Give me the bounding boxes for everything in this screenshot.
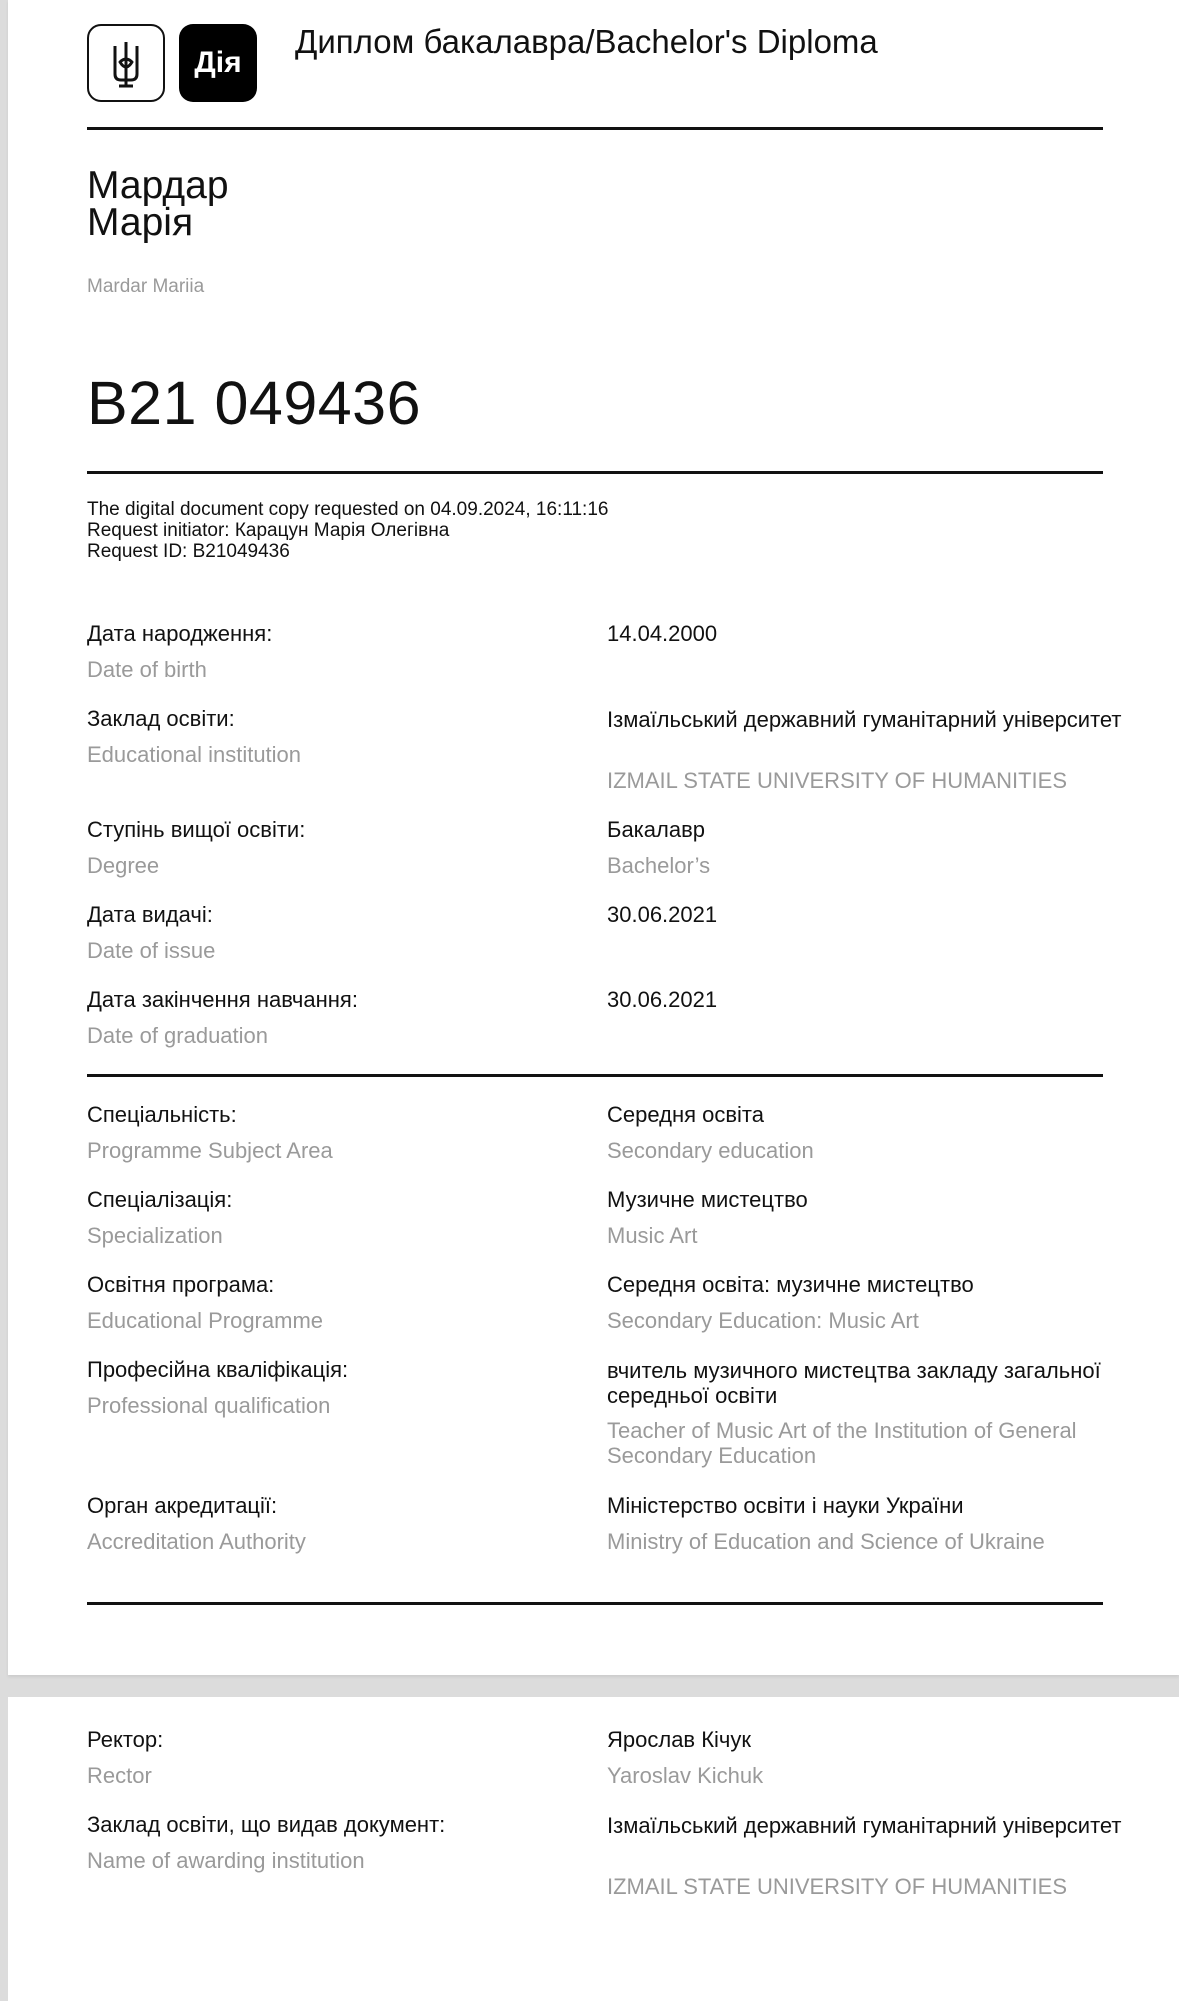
awarding-institution-label-en: Name of awarding institution xyxy=(87,1848,365,1873)
graduation-date-label-en: Date of graduation xyxy=(87,1023,269,1048)
diia-app-logo: Дія xyxy=(179,24,257,102)
issue-date-value: 30.06.2021 xyxy=(607,902,718,927)
rector-value: Ярослав Кічук xyxy=(607,1727,752,1752)
specialization-value-en: Music Art xyxy=(607,1223,698,1248)
specialization-value: Музичне мистецтво xyxy=(607,1187,808,1212)
birth-label-en: Date of birth xyxy=(87,657,207,682)
document-title: Диплом бакалавра/Bachelor's Diploma xyxy=(295,23,878,60)
degree-label-en: Degree xyxy=(87,853,160,878)
issue-date-label: Дата видачі: xyxy=(87,902,213,927)
divider xyxy=(87,1074,1103,1077)
graduation-date-value: 30.06.2021 xyxy=(607,987,718,1012)
programme-value: Середня освіта: музичне мистецтво xyxy=(607,1272,974,1297)
subject-area-label-en: Programme Subject Area xyxy=(87,1138,333,1163)
degree-value-en: Bachelor’s xyxy=(607,853,711,878)
institution-label-en: Educational institution xyxy=(87,742,302,767)
awarding-institution-value: Ізмаїльський державний гуманітарний університет xyxy=(607,1813,1122,1838)
holder-surname: Мардар xyxy=(87,164,229,207)
subject-area-label: Спеціальність: xyxy=(87,1102,237,1127)
programme-label-en: Educational Programme xyxy=(87,1308,324,1333)
degree-value: Бакалавр xyxy=(607,817,706,842)
document-number: B21 049436 xyxy=(87,369,422,437)
specialization-label-en: Specialization xyxy=(87,1223,223,1248)
rector-label-en: Rector xyxy=(87,1763,152,1788)
programme-label: Освітня програма: xyxy=(87,1272,275,1297)
institution-value-en: IZMAIL STATE UNIVERSITY OF HUMANITIES xyxy=(607,768,1068,793)
request-initiator-line: Request initiator: Карацун Марія Олегівна xyxy=(87,520,450,541)
divider xyxy=(87,471,1103,474)
holder-given-name: Марія xyxy=(87,201,194,244)
specialization-label: Спеціалізація: xyxy=(87,1187,233,1212)
awarding-institution-label: Заклад освіти, що видав документ: xyxy=(87,1812,446,1837)
trident-emblem-icon xyxy=(87,24,165,102)
accreditation-label-en: Accreditation Authority xyxy=(87,1529,306,1554)
degree-label: Ступінь вищої освіти: xyxy=(87,817,306,842)
qualification-label-en: Professional qualification xyxy=(87,1393,331,1418)
divider xyxy=(87,1602,1103,1605)
rector-label: Ректор: xyxy=(87,1727,164,1752)
request-date-line: The digital document copy requested on 04.09.2024, 16:11:16 xyxy=(87,499,609,520)
accreditation-value: Міністерство освіти і науки України xyxy=(607,1493,964,1518)
graduation-date-label: Дата закінчення навчання: xyxy=(87,987,358,1012)
qualification-value-en: Teacher of Music Art of the Institution of General Secondary Education xyxy=(607,1418,1077,1468)
request-id-line: Request ID: B21049436 xyxy=(87,541,290,562)
programme-value-en: Secondary Education: Music Art xyxy=(607,1308,919,1333)
qualification-label: Професійна кваліфікація: xyxy=(87,1357,349,1382)
accreditation-value-en: Ministry of Education and Science of Ukraine xyxy=(607,1529,1045,1554)
birth-value: 14.04.2000 xyxy=(607,621,718,646)
issue-date-label-en: Date of issue xyxy=(87,938,216,963)
institution-label: Заклад освіти: xyxy=(87,706,235,731)
qualification-value: вчитель музичного мистецтва закладу загальної середньої освіти xyxy=(607,1358,1101,1408)
accreditation-label: Орган акредитації: xyxy=(87,1493,278,1518)
divider xyxy=(87,127,1103,130)
subject-area-value: Середня освіта xyxy=(607,1102,764,1127)
holder-latin-name: Mardar Mariia xyxy=(87,276,205,297)
subject-area-value-en: Secondary education xyxy=(607,1138,814,1163)
rector-value-en: Yaroslav Kichuk xyxy=(607,1763,764,1788)
awarding-institution-value-en: IZMAIL STATE UNIVERSITY OF HUMANITIES xyxy=(607,1874,1068,1899)
birth-label: Дата народження: xyxy=(87,621,273,646)
institution-value: Ізмаїльський державний гуманітарний університет xyxy=(607,707,1122,732)
